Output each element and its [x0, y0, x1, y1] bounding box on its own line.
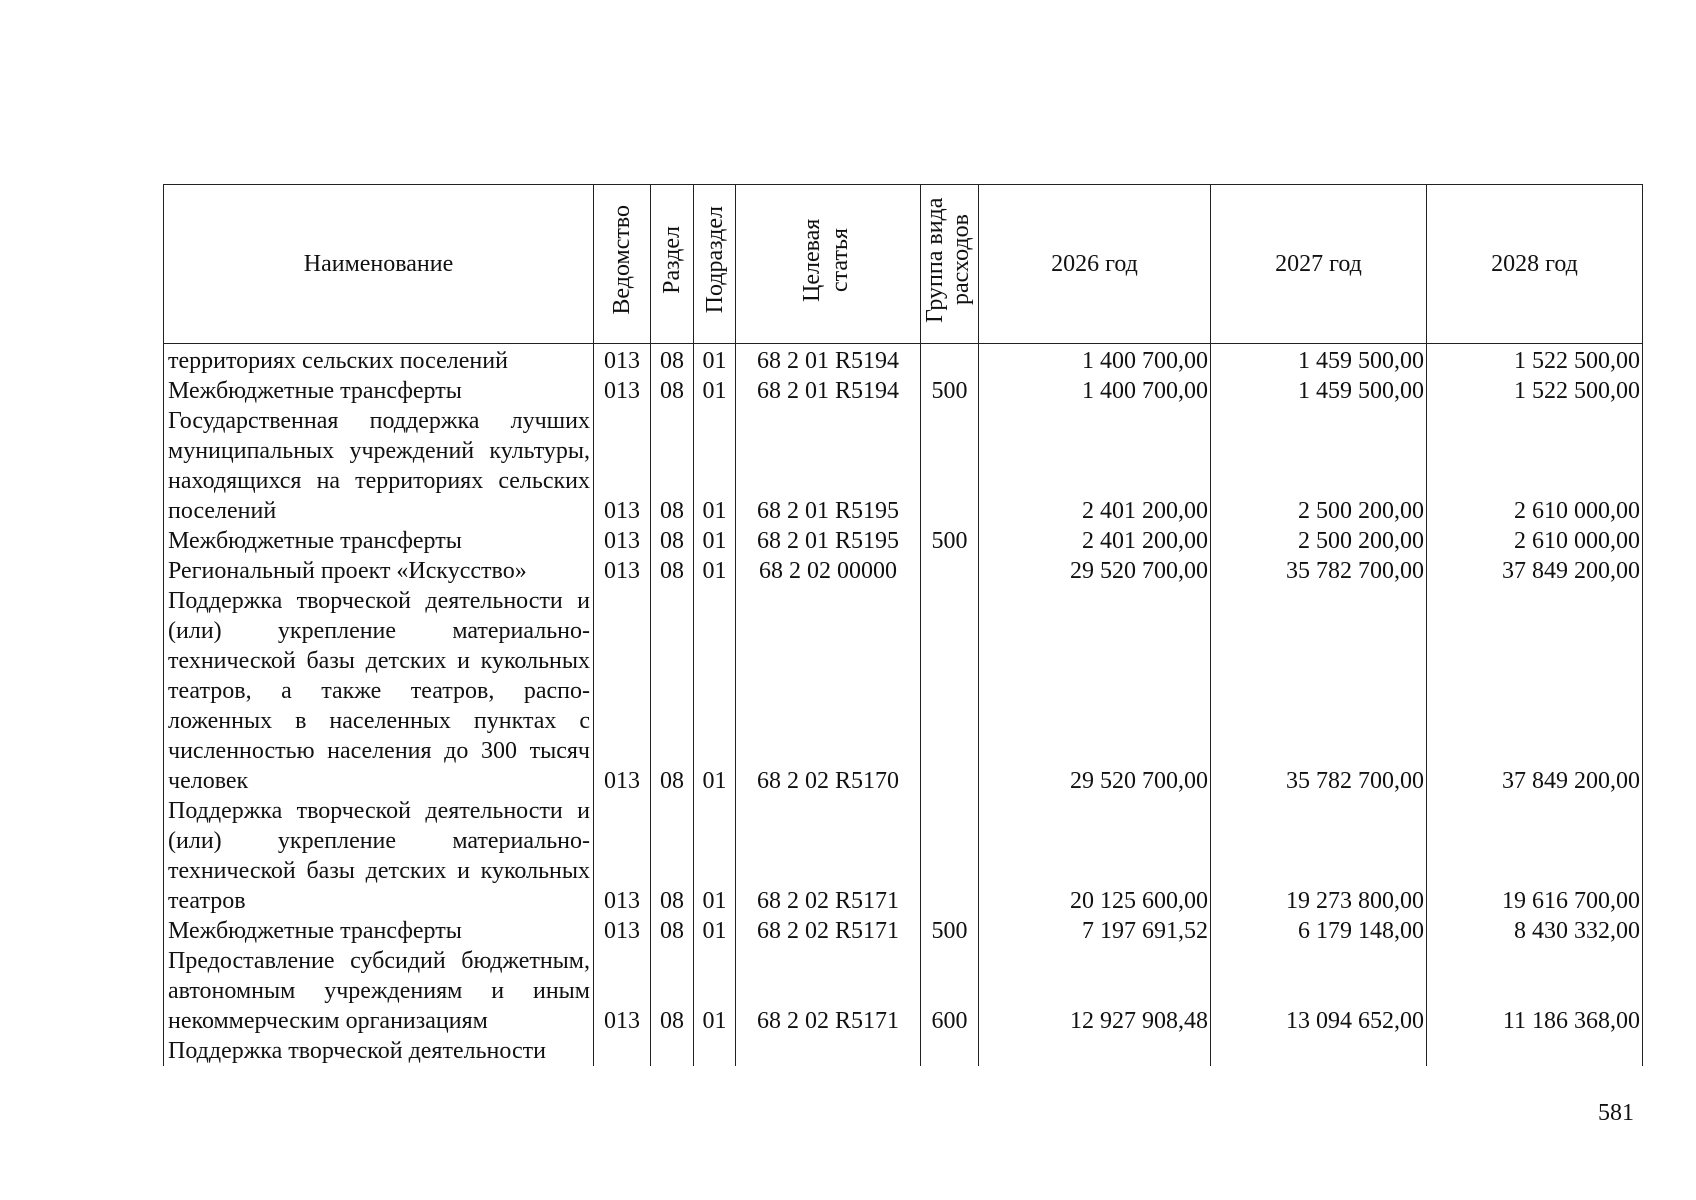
cell-2027: 1 459 500,00 — [1211, 376, 1427, 406]
cell-gruppa: 500 — [921, 916, 979, 946]
cell-gruppa — [921, 556, 979, 586]
table-row — [164, 946, 1643, 1036]
header-gruppa-vida-rashodov: Группа вида расходов — [921, 185, 979, 344]
cell-2026: 2 401 200,00 — [979, 406, 1211, 526]
cell-2026: 7 197 691,52 — [979, 916, 1211, 946]
cell-name: Поддержка творческой деятельности и (или) укрепление материально-технической базы детских и кукольных театров — [164, 796, 594, 916]
cell-gruppa — [921, 796, 979, 916]
cell-2028 — [1427, 1036, 1643, 1066]
cell-vedomstvo: 013 — [594, 796, 651, 916]
header-vedomstvo: Ведомство — [594, 185, 651, 344]
cell-razdel — [651, 1036, 694, 1066]
cell-name: Поддержка творческой деятельности и (или) укрепление материально-технической базы детских и кукольных театров, а также театров, расположенных в населенных пунктах с численностью населения до 300 тысяч человек — [164, 586, 594, 796]
header-name: Наименование — [164, 185, 594, 344]
page-number: 581 — [1598, 1100, 1634, 1126]
cell-2027: 6 179 148,00 — [1211, 916, 1427, 946]
cell-tselevaya-statya — [736, 1036, 921, 1066]
cell-2028: 19 616 700,00 — [1427, 796, 1643, 916]
cell-podrazdel: 01 — [694, 946, 736, 1036]
header-2028: 2028 год — [1427, 185, 1643, 344]
cell-2027: 19 273 800,00 — [1211, 796, 1427, 916]
cell-gruppa: 500 — [921, 376, 979, 406]
cell-vedomstvo: 013 — [594, 526, 651, 556]
header-podrazdel: Подраздел — [694, 185, 736, 344]
cell-name: Государственная поддержка лучших муниципальных учреждений культуры, находящихся на территориях сельских поселений — [164, 406, 594, 526]
table-row — [164, 916, 1643, 946]
cell-2028: 2 610 000,00 — [1427, 406, 1643, 526]
cell-razdel: 08 — [651, 916, 694, 946]
cell-2028: 1 522 500,00 — [1427, 376, 1643, 406]
cell-2027 — [1211, 1036, 1427, 1066]
cell-podrazdel: 01 — [694, 376, 736, 406]
cell-gruppa — [921, 406, 979, 526]
cell-vedomstvo: 013 — [594, 344, 651, 377]
cell-tselevaya-statya: 68 2 01 R5195 — [736, 406, 921, 526]
cell-podrazdel: 01 — [694, 916, 736, 946]
cell-2027: 2 500 200,00 — [1211, 526, 1427, 556]
cell-name: Предоставление субсидий бюджетным, автономным учреждениям и иным некоммерческим организациям — [164, 946, 594, 1036]
cell-razdel: 08 — [651, 406, 694, 526]
cell-2028: 1 522 500,00 — [1427, 344, 1643, 377]
cell-vedomstvo: 013 — [594, 556, 651, 586]
cell-2028: 2 610 000,00 — [1427, 526, 1643, 556]
cell-tselevaya-statya: 68 2 02 R5171 — [736, 946, 921, 1036]
table-header-row — [164, 185, 1643, 344]
cell-vedomstvo: 013 — [594, 586, 651, 796]
table-row — [164, 344, 1643, 377]
cell-vedomstvo: 013 — [594, 406, 651, 526]
cell-tselevaya-statya: 68 2 02 R5170 — [736, 586, 921, 796]
table-row — [164, 586, 1643, 796]
cell-razdel: 08 — [651, 344, 694, 377]
cell-razdel: 08 — [651, 526, 694, 556]
cell-razdel: 08 — [651, 556, 694, 586]
cell-gruppa: 500 — [921, 526, 979, 556]
cell-2027: 1 459 500,00 — [1211, 344, 1427, 377]
cell-name: Межбюджетные трансферты — [164, 526, 594, 556]
cell-2026: 1 400 700,00 — [979, 344, 1211, 377]
header-2026: 2026 год — [979, 185, 1211, 344]
cell-tselevaya-statya: 68 2 01 R5195 — [736, 526, 921, 556]
cell-2026: 2 401 200,00 — [979, 526, 1211, 556]
cell-podrazdel: 01 — [694, 796, 736, 916]
cell-tselevaya-statya: 68 2 02 R5171 — [736, 796, 921, 916]
cell-tselevaya-statya: 68 2 02 R5171 — [736, 916, 921, 946]
cell-podrazdel: 01 — [694, 526, 736, 556]
table-row — [164, 556, 1643, 586]
cell-razdel: 08 — [651, 946, 694, 1036]
cell-2027: 35 782 700,00 — [1211, 556, 1427, 586]
cell-2026: 29 520 700,00 — [979, 556, 1211, 586]
cell-tselevaya-statya: 68 2 02 00000 — [736, 556, 921, 586]
cell-podrazdel: 01 — [694, 586, 736, 796]
table-row — [164, 526, 1643, 556]
header-tselevaya-statya: Целевая статья — [736, 185, 921, 344]
cell-gruppa — [921, 344, 979, 377]
header-2027: 2027 год — [1211, 185, 1427, 344]
cell-2026: 12 927 908,48 — [979, 946, 1211, 1036]
cell-2026: 29 520 700,00 — [979, 586, 1211, 796]
table-row — [164, 376, 1643, 406]
budget-table — [163, 184, 1643, 1066]
cell-2026 — [979, 1036, 1211, 1066]
header-razdel: Раздел — [651, 185, 694, 344]
cell-vedomstvo: 013 — [594, 946, 651, 1036]
cell-tselevaya-statya: 68 2 01 R5194 — [736, 376, 921, 406]
cell-name: Межбюджетные трансферты — [164, 916, 594, 946]
cell-name: Поддержка творческой деятельности — [164, 1036, 594, 1066]
cell-2028: 37 849 200,00 — [1427, 586, 1643, 796]
cell-podrazdel — [694, 1036, 736, 1066]
table-row — [164, 406, 1643, 526]
cell-vedomstvo: 013 — [594, 916, 651, 946]
cell-razdel: 08 — [651, 376, 694, 406]
cell-vedomstvo: 013 — [594, 376, 651, 406]
cell-2028: 37 849 200,00 — [1427, 556, 1643, 586]
cell-2027: 13 094 652,00 — [1211, 946, 1427, 1036]
cell-razdel: 08 — [651, 586, 694, 796]
cell-2028: 11 186 368,00 — [1427, 946, 1643, 1036]
cell-gruppa — [921, 586, 979, 796]
cell-name: территориях сельских поселений — [164, 344, 594, 377]
cell-2027: 35 782 700,00 — [1211, 586, 1427, 796]
cell-vedomstvo — [594, 1036, 651, 1066]
table-row — [164, 1036, 1643, 1066]
cell-podrazdel: 01 — [694, 406, 736, 526]
cell-2026: 20 125 600,00 — [979, 796, 1211, 916]
cell-name: Региональный проект «Искусство» — [164, 556, 594, 586]
cell-gruppa — [921, 1036, 979, 1066]
cell-2028: 8 430 332,00 — [1427, 916, 1643, 946]
cell-2027: 2 500 200,00 — [1211, 406, 1427, 526]
table-row — [164, 796, 1643, 916]
cell-podrazdel: 01 — [694, 344, 736, 377]
cell-2026: 1 400 700,00 — [979, 376, 1211, 406]
cell-razdel: 08 — [651, 796, 694, 916]
cell-gruppa: 600 — [921, 946, 979, 1036]
cell-name: Межбюджетные трансферты — [164, 376, 594, 406]
cell-tselevaya-statya: 68 2 01 R5194 — [736, 344, 921, 377]
cell-podrazdel: 01 — [694, 556, 736, 586]
